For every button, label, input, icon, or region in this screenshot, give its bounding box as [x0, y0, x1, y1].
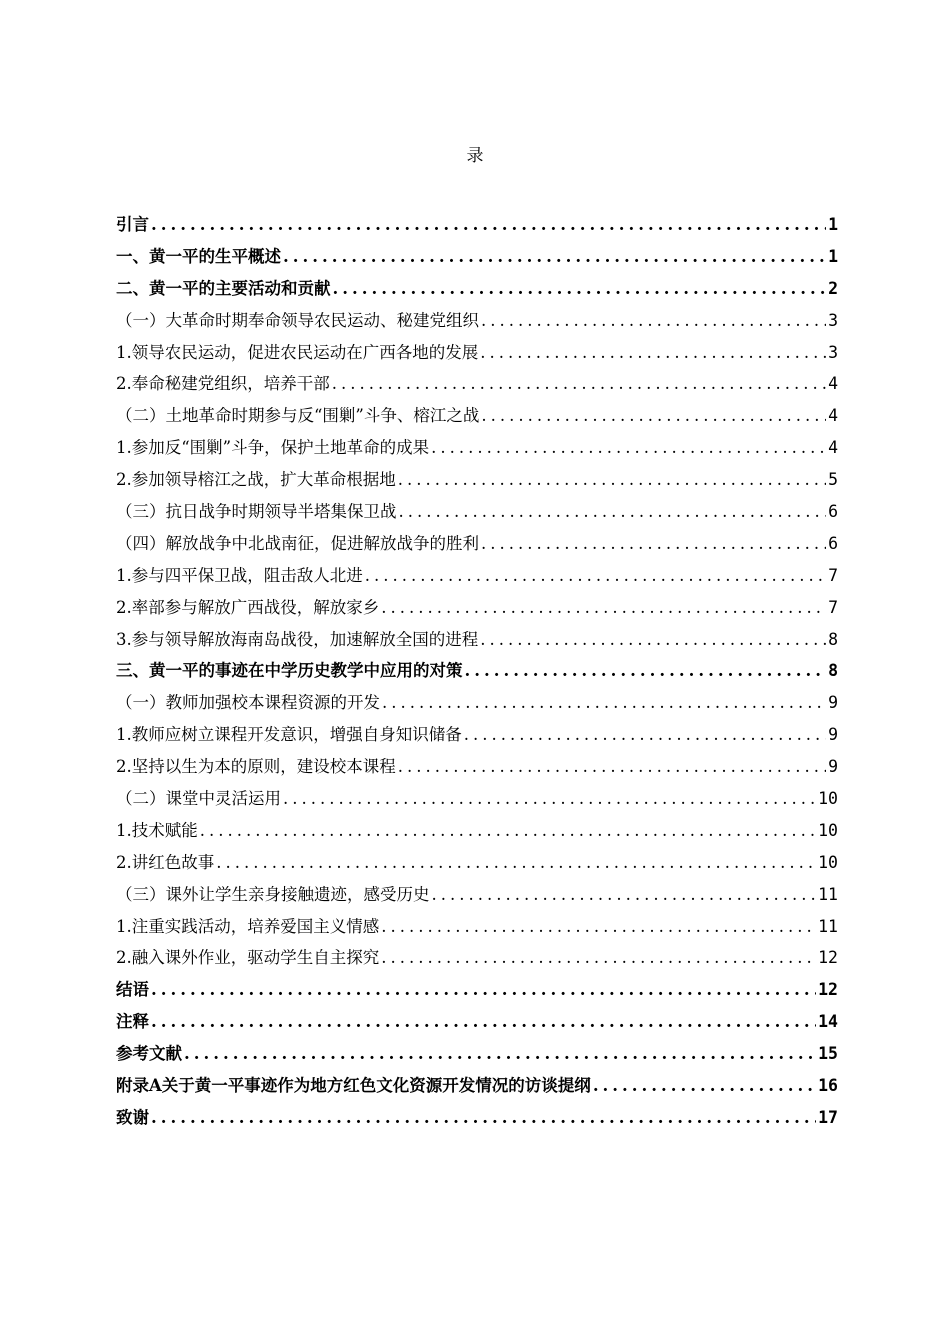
toc-page-number: 12	[818, 980, 838, 1000]
toc-entry-text: 2.率部参与解放广西战役，解放家乡	[116, 597, 380, 617]
toc-page-number: 1	[828, 215, 838, 234]
toc-dot-leader	[184, 1038, 816, 1070]
toc-entry[interactable]	[116, 464, 838, 496]
toc-page-number: 2	[828, 278, 838, 298]
toc-entry[interactable]	[116, 942, 838, 974]
toc-dot-leader	[480, 624, 826, 656]
toc-entry-text: 注释	[116, 1012, 149, 1032]
toc-dot-leader	[151, 209, 826, 241]
toc-entry-text: 2.奉命秘建党组织，培养干部	[116, 374, 330, 394]
toc-entry-text: 三、黄一平的事迹在中学历史教学中应用的对策	[116, 661, 463, 681]
toc-entry[interactable]	[116, 209, 838, 241]
toc-entry[interactable]	[116, 1102, 838, 1134]
toc-entry-text: 1.教师应树立课程开发意识，增强自身知识储备	[116, 725, 462, 745]
toc-entry[interactable]	[116, 974, 838, 1006]
toc-dot-leader	[381, 942, 816, 974]
toc-entry-text: 1.参与四平保卫战，阻击敌人北进	[116, 565, 363, 585]
toc-entry-text: 2.坚持以生为本的原则，建设校本课程	[116, 757, 396, 777]
toc-dot-leader	[432, 879, 817, 911]
toc-page-number: 6	[828, 502, 838, 522]
toc-dot-leader	[464, 719, 826, 751]
toc-entry[interactable]	[116, 719, 838, 751]
toc-entry[interactable]	[116, 241, 838, 273]
toc-entry-text: 2.融入课外作业，驱动学生自主探究	[116, 948, 380, 968]
toc-dot-leader	[481, 305, 826, 337]
toc-dot-leader	[332, 368, 826, 400]
toc-entry[interactable]	[116, 815, 838, 847]
toc-dot-leader	[431, 432, 826, 464]
toc-entry[interactable]	[116, 400, 838, 432]
toc-entry[interactable]	[116, 305, 838, 337]
toc-dot-leader	[481, 528, 826, 560]
toc-page-number: 7	[828, 565, 838, 585]
toc-entry-text: 1.参加反“围剿”斗争，保护土地革命的成果	[116, 438, 430, 458]
toc-entry[interactable]	[116, 368, 838, 400]
toc-page-number: 10	[818, 789, 838, 809]
toc-page-number: 5	[828, 470, 838, 490]
toc-page-number: 4	[828, 438, 838, 458]
toc-dot-leader	[398, 464, 826, 496]
toc-dot-leader	[465, 655, 827, 687]
toc-page-number: 9	[828, 757, 838, 777]
toc-entry-text: 结语	[116, 980, 149, 1000]
toc-entry[interactable]	[116, 655, 838, 687]
toc-dot-leader	[151, 1006, 816, 1038]
toc-page-number: 12	[818, 948, 838, 968]
toc-entry-text: 2.参加领导榕江之战，扩大革命根据地	[116, 470, 396, 490]
toc-page-number: 16	[818, 1076, 838, 1096]
toc-entry-text: （四）解放战争中北战南征，促进解放战争的胜利	[116, 533, 479, 553]
toc-page-number: 8	[828, 629, 838, 649]
toc-page-number: 15	[818, 1044, 838, 1064]
toc-entry-text: （三）课外让学生亲身接触遗迹，感受历史	[116, 884, 430, 904]
toc-entry-text: 1.注重实践活动，培养爱国主义情感	[116, 916, 380, 936]
toc-page-number: 7	[828, 597, 838, 617]
toc-entry-text: （二）课堂中灵活运用	[116, 789, 281, 809]
toc-entry[interactable]	[116, 496, 838, 528]
toc-entry[interactable]	[116, 273, 838, 305]
toc-entry-text: （一）大革命时期奉命领导农民运动、秘建党组织	[116, 310, 479, 330]
toc-page-number: 9	[828, 725, 838, 745]
toc-entry[interactable]	[116, 783, 838, 815]
toc-title: 录	[466, 146, 484, 166]
toc-page-number: 9	[828, 693, 838, 713]
toc-page-number: 8	[828, 661, 838, 681]
toc-entry[interactable]	[116, 1070, 838, 1102]
toc-entry-text: （三）抗日战争时期领导半塔集保卫战	[116, 502, 397, 522]
toc-dot-leader	[333, 273, 827, 305]
toc-entry[interactable]	[116, 432, 838, 464]
table-of-contents	[116, 209, 838, 1134]
toc-entry-text: 附录A关于黄一平事迹作为地方红色文化资源开发情况的访谈提纲	[116, 1076, 591, 1096]
toc-page-number: 3	[828, 310, 838, 330]
toc-entry[interactable]	[116, 751, 838, 783]
toc-entry[interactable]	[116, 624, 838, 656]
toc-dot-leader	[151, 1102, 816, 1134]
toc-page-number: 10	[818, 820, 838, 840]
toc-dot-leader	[365, 560, 826, 592]
toc-entry-text: 致谢	[116, 1107, 149, 1127]
toc-page-number: 11	[818, 916, 838, 936]
toc-page-number: 1	[828, 246, 838, 266]
toc-entry[interactable]	[116, 1038, 838, 1070]
toc-dot-leader	[151, 974, 816, 1006]
toc-dot-leader	[480, 337, 826, 369]
toc-page-number: 10	[818, 852, 838, 872]
toc-entry[interactable]	[116, 847, 838, 879]
toc-page-number: 4	[828, 374, 838, 394]
toc-entry[interactable]	[116, 560, 838, 592]
toc-dot-leader	[382, 687, 826, 719]
toc-entry-text: 1.领导农民运动，促进农民运动在广西各地的发展	[116, 342, 479, 362]
toc-entry-text: 一、黄一平的生平概述	[116, 246, 281, 266]
toc-dot-leader	[200, 815, 816, 847]
toc-dot-leader	[283, 241, 826, 273]
toc-page-number: 17	[818, 1107, 838, 1127]
toc-page-number: 6	[828, 533, 838, 553]
toc-dot-leader	[593, 1070, 816, 1102]
toc-page-number: 14	[818, 1012, 838, 1032]
toc-entry[interactable]	[116, 337, 838, 369]
toc-entry[interactable]	[116, 528, 838, 560]
toc-dot-leader	[381, 592, 826, 624]
toc-entry-text: 2.讲红色故事	[116, 852, 215, 872]
toc-entry-text: 引言	[116, 215, 149, 234]
toc-dot-leader	[216, 847, 816, 879]
toc-entry-text: 1.技术赋能	[116, 820, 198, 840]
toc-entry[interactable]	[116, 592, 838, 624]
toc-entry-text: （一）教师加强校本课程资源的开发	[116, 693, 380, 713]
toc-page-number: 4	[828, 406, 838, 426]
toc-page-number: 3	[828, 342, 838, 362]
toc-entry[interactable]	[116, 1006, 838, 1038]
toc-dot-leader	[398, 751, 826, 783]
toc-entry-text: 二、黄一平的主要活动和贡献	[116, 278, 331, 298]
toc-entry-text: （二）土地革命时期参与反“围剿”斗争、榕江之战	[116, 406, 480, 426]
toc-dot-leader	[283, 783, 816, 815]
toc-entry[interactable]	[116, 911, 838, 943]
toc-entry[interactable]	[116, 687, 838, 719]
toc-dot-leader	[381, 911, 816, 943]
toc-page-number: 11	[818, 884, 838, 904]
toc-entry-text: 参考文献	[116, 1044, 182, 1064]
toc-entry[interactable]	[116, 879, 838, 911]
toc-entry-text: 3.参与领导解放海南岛战役，加速解放全国的进程	[116, 629, 479, 649]
toc-dot-leader	[399, 496, 827, 528]
toc-dot-leader	[481, 400, 826, 432]
